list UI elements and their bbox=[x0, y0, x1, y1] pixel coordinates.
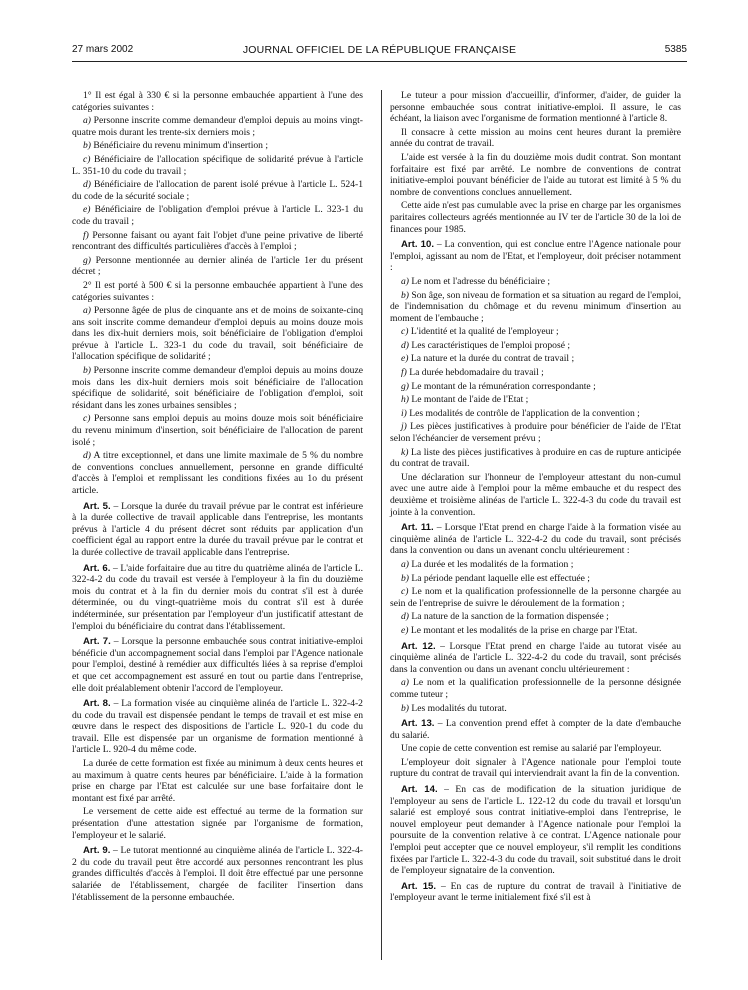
article-number: Art. 7. bbox=[83, 636, 111, 648]
list-letter: d) bbox=[83, 450, 91, 462]
paragraph: j) Les pièces justificatives à produire pour bénéficier de l'aide de l'Etat selon l'échéancier de versement prévu ; bbox=[390, 421, 681, 445]
list-letter: e) bbox=[401, 624, 409, 636]
list-letter: a) bbox=[401, 677, 409, 689]
list-letter: a) bbox=[83, 305, 91, 317]
article-number: Art. 5. bbox=[83, 500, 111, 512]
paragraph: c) Personne sans emploi depuis au moins douze mois soit bénéficiaire du revenu minimum d'insertion, soit bénéficiaire de l'allocation de parent isolé ; bbox=[72, 413, 363, 448]
paragraph: Une copie de cette convention est remise au salarié par l'employeur. bbox=[401, 743, 662, 755]
paragraph: c) Bénéficiaire de l'allocation spécifique de solidarité prévue à l'article L. 351-10 du code du travail ; bbox=[72, 153, 363, 177]
paragraph: Art. 5. – Lorsque la durée du travail prévue par le contrat est inférieure à la durée collective de travail applicable dans l'entreprise, les montants prévus à l'article 4 du présent décret sont réduits par application d'un coefficient égal au rapport entre la durée du travail prévue par le contrat et la durée collective de travail applicable dans l'entreprise. bbox=[72, 500, 363, 558]
right-column bbox=[390, 90, 681, 906]
article-number: Art. 6. bbox=[83, 562, 111, 574]
paragraph: L'aide est versée à la fin du douzième mois dudit contrat. Son montant forfaitaire est fixé par arrêté. Le nombre de conventions de contrat initiative-emploi pouvant bénéficier de l'aide au tutorat est limité à 5 % du nombre de conventions conclues annuellement. bbox=[390, 151, 681, 198]
paragraph: d) Les caractéristiques de l'emploi proposé ; bbox=[401, 339, 571, 351]
article-number: Art. 11. bbox=[401, 522, 434, 534]
paragraph: Art. 11. – Lorsque l'Etat prend en charge l'aide à la formation visée au cinquième alinéa de l'article L. 322-4-2 du code du travail, sont précisés dans la convention ou dans un avenant conclu ultérieurement : bbox=[390, 522, 681, 557]
paragraph: d) La nature de la sanction de la formation dispensée ; bbox=[401, 611, 609, 623]
paragraph: c) Le nom et la qualification professionnelle de la personne chargée au sein de l'entreprise de suivre le déroulement de la formation ; bbox=[390, 586, 681, 609]
list-letter: b) bbox=[83, 140, 91, 152]
paragraph: a) Le nom et l'adresse du bénéficiaire ; bbox=[401, 275, 551, 287]
paragraph: Art. 10. – La convention, qui est conclue entre l'Agence nationale pour l'emploi, agissant au nom de l'Etat, et l'employeur, doit préciser notamment : bbox=[390, 239, 681, 274]
paragraph: Art. 12. – Lorsque l'Etat prend en charge l'aide au tutorat visée au cinquième alinéa de l'article L. 322-4-2 du code du travail, sont précisés dans la convention ou dans un avenant conclu ultérieurement : bbox=[390, 640, 681, 675]
article-number: Art. 14. bbox=[401, 784, 438, 796]
paragraph: f) Personne faisant ou ayant fait l'objet d'une peine privative de liberté rencontrant des difficultés particulières d'accès à l'emploi ; bbox=[72, 229, 363, 253]
paragraph: a) Le nom et la qualification professionnelle de la personne désignée comme tuteur ; bbox=[390, 677, 681, 700]
header-date: 27 mars 2002 bbox=[72, 44, 134, 55]
paragraph: b) Personne inscrite comme demandeur d'emploi depuis au moins douze mois dans les dix-huit derniers mois soit bénéficiaire de l'allocation spécifique de solidarité, soit bénéficiaire de l'obligation d'emploi, soit résidant dans les zones urbaines sensibles ; bbox=[72, 365, 363, 411]
paragraph: Art. 8. – La formation visée au cinquième alinéa de l'article L. 322-4-2 du code du travail est dispensée pendant le temps de travail et est mise en œuvre dans le respect des dispositions de l'article L. 920-1 du code du travail. Elle est dispensée par un organisme de formation mentionné à l'article L. 920-4 du même code. bbox=[72, 698, 363, 756]
left-column bbox=[72, 90, 363, 905]
paragraph: La durée de cette formation est fixée au minimum à deux cents heures et au maximum à quatre cents heures par bénéficiaire. L'aide à la formation prise en charge par l'Etat est calculée sur une base forfaitaire dont le montant est fixé par arrêté. bbox=[72, 758, 363, 804]
page-number: 5385 bbox=[664, 44, 687, 55]
list-letter: e) bbox=[83, 204, 91, 216]
paragraph: Art. 7. – Lorsque la personne embauchée sous contrat initiative-emploi bénéficie d'un accompagnement social dans l'emploi par l'Agence nationale pour l'emploi, destiné à remédier aux difficultés liées à sa reprise d'emploi et que cet accompagnement est assuré en tout ou partie dans l'entreprise, elle doit préalablement obtenir l'accord de l'employeur. bbox=[72, 636, 363, 694]
list-letter: d) bbox=[401, 611, 409, 623]
paragraph: a) La durée et les modalités de la formation ; bbox=[401, 558, 574, 570]
list-letter: g) bbox=[401, 380, 409, 392]
paragraph: Art. 6. – L'aide forfaitaire due au titre du quatrième alinéa de l'article L. 322-4-2 du code du travail est versée à l'employeur à la fin du douzième mois du contrat et à la fin du dernier mois du contrat s'il est à durée déterminée, ou du vingt-quatrième mois du contrat s'il est à durée indéterminée, sur présentation par l'employeur d'un justificatif attestant de l'emploi du bénéficiaire du contrat dans l'établissement. bbox=[72, 562, 363, 632]
list-letter: a) bbox=[83, 115, 91, 127]
list-letter: b) bbox=[401, 702, 409, 714]
paragraph: k) La liste des pièces justificatives à produire en cas de rupture anticipée du contrat de travail. bbox=[390, 446, 681, 470]
column-divider bbox=[381, 90, 382, 960]
paragraph: f) La durée hebdomadaire du travail ; bbox=[401, 367, 544, 379]
list-letter: e) bbox=[401, 353, 409, 365]
list-letter: c) bbox=[83, 153, 91, 165]
list-letter: a) bbox=[401, 275, 409, 287]
paragraph: b) Son âge, son niveau de formation et sa situation au regard de l'emploi, de l'indemnisation du chômage et du revenu minimum d'insertion au moment de l'embauche ; bbox=[390, 289, 681, 324]
paragraph: Une déclaration sur l'honneur de l'employeur attestant du non-cumul avec une autre aide à l'emploi pour la même embauche et du respect des deuxième et troisième alinéas de l'article L. 322-4-3 du code du travail est jointe à la convention. bbox=[390, 471, 681, 518]
paragraph: i) Les modalités de contrôle de l'application de la convention ; bbox=[401, 407, 640, 419]
paragraph: L'employeur doit signaler à l'Agence nationale pour l'emploi toute rupture du contrat de travail qui interviendrait avant la fin de la convention. bbox=[390, 756, 681, 780]
paragraph: 2° Il est porté à 500 € si la personne embauchée appartient à l'une des catégories suivantes : bbox=[72, 279, 363, 303]
paragraph: g) Personne mentionnée au dernier alinéa de l'article 1er du présent décret ; bbox=[72, 254, 363, 278]
paragraph: d) Bénéficiaire de l'allocation de parent isolé prévue à l'article L. 524-1 du code de la sécurité sociale ; bbox=[72, 179, 363, 202]
article-number: Art. 12. bbox=[401, 640, 436, 652]
paragraph: e) Le montant et les modalités de la prise en charge par l'Etat. bbox=[401, 624, 638, 636]
paragraph: b) La période pendant laquelle elle est effectuée ; bbox=[401, 572, 590, 584]
paragraph: e) La nature et la durée du contrat de travail ; bbox=[401, 353, 575, 365]
list-letter: j) bbox=[401, 421, 407, 433]
paragraph: b) Bénéficiaire du revenu minimum d'insertion ; bbox=[83, 140, 269, 152]
paragraph: b) Les modalités du tutorat. bbox=[401, 702, 507, 714]
list-letter: b) bbox=[401, 572, 409, 584]
paragraph: Art. 13. – La convention prend effet à compter de la date d'embauche du salarié. bbox=[390, 718, 681, 741]
paragraph: c) L'identité et la qualité de l'employeur ; bbox=[401, 326, 559, 338]
page-header bbox=[72, 44, 687, 60]
list-letter: g) bbox=[83, 254, 91, 266]
list-letter: c) bbox=[401, 326, 409, 338]
article-number: Art. 9. bbox=[83, 845, 111, 857]
list-letter: f) bbox=[401, 367, 407, 379]
list-letter: d) bbox=[401, 339, 409, 351]
list-letter: k) bbox=[401, 446, 409, 458]
paragraph: Le versement de cette aide est effectué au terme de la formation sur présentation d'une attestation signée par l'organisme de formation, l'employeur et le salarié. bbox=[72, 806, 363, 841]
list-letter: b) bbox=[83, 365, 91, 377]
paragraph: Cette aide n'est pas cumulable avec la prise en charge par les organismes paritaires collecteurs agréés mentionnée au IV ter de l'article 30 de la loi de finances pour 1985. bbox=[390, 200, 681, 235]
paragraph: h) Le montant de l'aide de l'Etat ; bbox=[401, 394, 529, 406]
paragraph: Le tuteur a pour mission d'accueillir, d'informer, d'aider, de guider la personne embauchée sous contrat initiative-emploi. Il assure, le cas échéant, la liaison avec l'organisme de formation mentionné à l'article 8. bbox=[390, 90, 681, 125]
paragraph: Il consacre à cette mission au moins cent heures durant la première année du contrat de travail. bbox=[390, 126, 681, 150]
paragraph: 1° Il est égal à 330 € si la personne embauchée appartient à l'une des catégories suivantes : bbox=[72, 90, 363, 113]
paragraph: a) Personne âgée de plus de cinquante ans et de moins de soixante-cinq ans soit inscrite comme demandeur d'emploi depuis au moins douze mois dans les dix-huit derniers mois, soit bénéficiaire de l'obligation d'emploi prévue à l'article L. 323-1 du code du travail, soit bénéficiaire de l'allocation spécifique de solidarité ; bbox=[72, 305, 363, 363]
article-number: Art. 8. bbox=[83, 698, 111, 710]
list-letter: h) bbox=[401, 394, 409, 406]
paragraph: e) Bénéficiaire de l'obligation d'emploi prévue à l'article L. 323-1 du code du travail ; bbox=[72, 204, 363, 227]
list-letter: f) bbox=[83, 229, 89, 241]
paragraph: Art. 14. – En cas de modification de la situation juridique de l'employeur au sens de l'article L. 122-12 du code du travail et lorsqu'un salarié est employé sous contrat initiative-emploi dans l'entreprise, le nouvel employeur peut demander à l'Agence nationale pour l'emploi la poursuite de la convention relative à ce contrat. L'Agence nationale pour l'emploi peut accepter que ce nouvel employeur, s'il remplit les conditions fixées par l'article L. 322-4-3 du code du travail, soit substitué dans le droit de l'employeur signataire de la convention. bbox=[390, 784, 682, 877]
list-letter: c) bbox=[83, 413, 91, 425]
article-number: Art. 13. bbox=[401, 718, 435, 730]
article-number: Art. 15. bbox=[401, 880, 437, 892]
list-letter: c) bbox=[401, 586, 409, 598]
paragraph: d) A titre exceptionnel, et dans une limite maximale de 5 % du nombre de conventions conclues annuellement, personne en grande difficulté d'accès à l'emploi et remplissant les conditions fixées au 1o du présent article. bbox=[72, 450, 363, 496]
paragraph: g) Le montant de la rémunération correspondante ; bbox=[401, 380, 596, 392]
journal-title: JOURNAL OFFICIEL DE LA RÉPUBLIQUE FRANÇAISE bbox=[242, 44, 517, 56]
list-letter: a) bbox=[401, 558, 409, 570]
paragraph: a) Personne inscrite comme demandeur d'emploi depuis au moins vingt-quatre mois durant les trente-six derniers mois ; bbox=[72, 115, 363, 138]
header-rule bbox=[72, 61, 687, 62]
article-number: Art. 10. bbox=[401, 239, 434, 251]
list-letter: i) bbox=[401, 407, 407, 419]
paragraph: Art. 15. – En cas de rupture du contrat de travail à l'initiative de l'employeur avant le terme initialement fixé s'il est à bbox=[390, 880, 682, 904]
paragraph: Art. 9. – Le tutorat mentionné au cinquième alinéa de l'article L. 322-4-2 du code du travail peut être accordé aux personnes rencontrant les plus grandes difficultés d'accès à l'emploi. Il doit être effectué par une personne salariée de l'établissement, chargée de faciliter l'insertion dans l'établissement de la personne embauchée. bbox=[72, 845, 363, 903]
list-letter: d) bbox=[83, 179, 91, 191]
list-letter: b) bbox=[401, 289, 409, 301]
